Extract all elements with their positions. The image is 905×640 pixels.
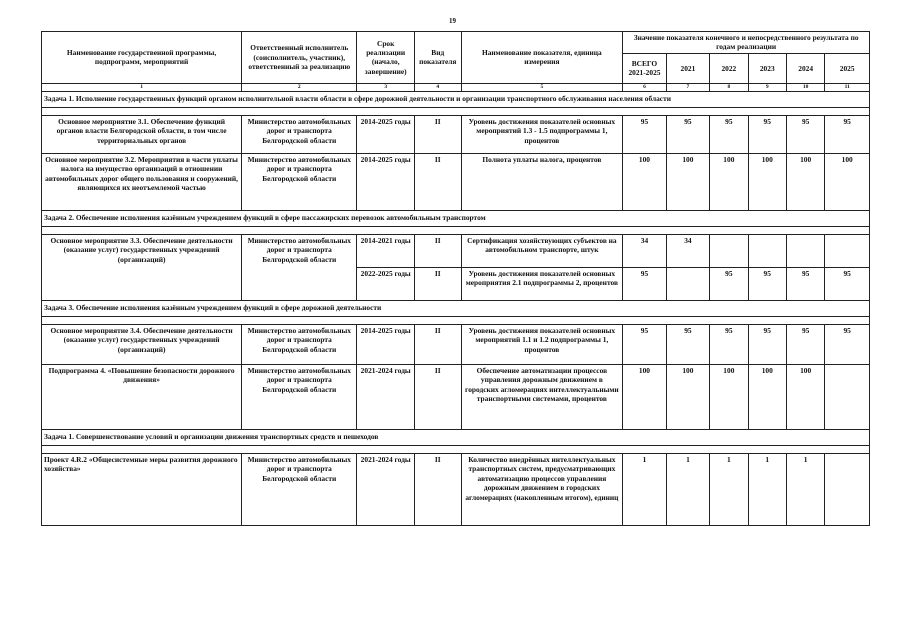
value-2024 [786, 234, 824, 267]
value-total: 34 [623, 234, 666, 267]
value-total: 100 [623, 364, 666, 429]
col-number: 4 [415, 83, 462, 91]
executor: Министерство автомобильных дорог и транспорта Белгородской области [242, 115, 357, 153]
measure-name: Основное мероприятие 3.3. Обеспечение деятельности (оказание услуг) государственных учреждений (организаций) [42, 234, 242, 300]
indicator-name: Количество внедрённых интеллектуальных транспортных систем, предусматривающих автоматизацию процессов управления дорожным движением в городских агломерациях (накопленным итогом), единиц [461, 453, 623, 525]
header-indicator-name: Наименование показателя, единица измерения [461, 32, 623, 84]
value-2023: 1 [748, 453, 786, 525]
table-row [42, 115, 870, 153]
section-title: Задача 3. Обеспечение исполнения казённым учреждением функций в сфере дорожной деятельности [42, 300, 870, 316]
value-2023: 95 [748, 115, 786, 153]
col-number: 5 [461, 83, 623, 91]
header-values-group: Значение показателя конечного и непосредственного результата по годам реализации [623, 32, 870, 54]
section-row [42, 91, 870, 107]
indicator-name: Сертификация хозяйствующих субъектов на автомобильном транспорте, штук [461, 234, 623, 267]
col-number: 9 [748, 83, 786, 91]
executor: Министерство автомобильных дорог и транспорта Белгородской области [242, 234, 357, 300]
col-number: 11 [825, 83, 870, 91]
value-2025: 95 [825, 267, 870, 300]
value-2022: 95 [710, 115, 748, 153]
indicator-kind: II [415, 267, 462, 300]
value-2025: 95 [825, 115, 870, 153]
section-row [42, 300, 870, 316]
value-total: 100 [623, 153, 666, 210]
value-2022: 95 [710, 267, 748, 300]
header-executor: Ответственный исполнитель (соисполнитель, участник), ответственный за реализацию [242, 32, 357, 84]
col-number: 8 [710, 83, 748, 91]
period: 2022-2025 годы [357, 267, 415, 300]
value-2024: 100 [786, 364, 824, 429]
value-2025 [825, 453, 870, 525]
value-2024: 1 [786, 453, 824, 525]
value-2024: 95 [786, 267, 824, 300]
section-title: Задача 2. Обеспечение исполнения казённым учреждением функций в сфере пассажирских перевозок автомобильным транспортом [42, 210, 870, 226]
section-title: Задача 1. Исполнение государственных функций органом исполнительной власти области в сфере дорожной деятельности и организации транспортного обслуживания населения области [42, 91, 870, 107]
header-year: 2023 [748, 53, 786, 83]
period: 2021-2024 годы [357, 453, 415, 525]
indicator-name: Полнота уплаты налога, процентов [461, 153, 623, 210]
value-2022: 1 [710, 453, 748, 525]
value-2022 [710, 234, 748, 267]
period: 2014-2021 годы [357, 234, 415, 267]
table-row [42, 453, 870, 525]
table-row [42, 234, 870, 267]
header-year: 2022 [710, 53, 748, 83]
value-total: 1 [623, 453, 666, 525]
col-number: 1 [42, 83, 242, 91]
measure-name: Подпрограмма 4. «Повышение безопасности дорожного движения» [42, 364, 242, 429]
value-2024: 100 [786, 153, 824, 210]
executor: Министерство автомобильных дорог и транспорта Белгородской области [242, 364, 357, 429]
table-row [42, 364, 870, 429]
value-2025 [825, 364, 870, 429]
measure-name: Основное мероприятие 3.2. Мероприятия в части уплаты налога на имущество организаций в отношении автомобильных дорог общего пользования и сооружений, являющихся их неотъемлемой частью [42, 153, 242, 210]
value-2022: 95 [710, 324, 748, 364]
indicator-name: Обеспечение автоматизации процессов управления дорожным движением в городских агломерациях интеллектуальными транспортными системами, процентов [461, 364, 623, 429]
header-year: 2025 [825, 53, 870, 83]
indicators-table [41, 31, 870, 526]
indicator-kind: II [415, 453, 462, 525]
period: 2014-2025 годы [357, 115, 415, 153]
period: 2014-2025 годы [357, 324, 415, 364]
header-year: 2021 [666, 53, 709, 83]
value-2021: 100 [666, 153, 709, 210]
measure-name: Основное мероприятие 3.4. Обеспечение деятельности (оказание услуг) государственных учреждений (организаций) [42, 324, 242, 364]
indicator-kind: II [415, 115, 462, 153]
indicator-name: Уровень достижения показателей основных мероприятий 1.1 и 1.2 подпрограммы 1, процентов [461, 324, 623, 364]
executor: Министерство автомобильных дорог и транспорта Белгородской области [242, 153, 357, 210]
value-2024: 95 [786, 324, 824, 364]
header-period: Срок реализации (начало, завершение) [357, 32, 415, 84]
value-2021 [666, 267, 709, 300]
value-2023: 95 [748, 267, 786, 300]
indicator-kind: II [415, 234, 462, 267]
indicator-kind: II [415, 153, 462, 210]
indicator-name: Уровень достижения показателей основных мероприятий 1.3 - 1.5 подпрограммы 1, процентов [461, 115, 623, 153]
header-indicator-kind: Вид показателя [415, 32, 462, 84]
value-2022: 100 [710, 364, 748, 429]
value-2025 [825, 234, 870, 267]
value-2021: 100 [666, 364, 709, 429]
value-2023: 100 [748, 364, 786, 429]
section-row [42, 210, 870, 226]
value-2021: 34 [666, 234, 709, 267]
value-2021: 95 [666, 115, 709, 153]
value-total: 95 [623, 115, 666, 153]
header-program-name: Наименование государственной программы, подпрограмм, мероприятий [42, 32, 242, 84]
value-2021: 95 [666, 324, 709, 364]
col-number: 10 [786, 83, 824, 91]
period: 2014-2025 годы [357, 153, 415, 210]
value-total: 95 [623, 324, 666, 364]
table-row [42, 324, 870, 364]
header-total: ВСЕГО 2021-2025 [623, 53, 666, 83]
executor: Министерство автомобильных дорог и транспорта Белгородской области [242, 324, 357, 364]
indicator-kind: II [415, 364, 462, 429]
executor: Министерство автомобильных дорог и транспорта Белгородской области [242, 453, 357, 525]
indicator-kind: II [415, 324, 462, 364]
col-number: 6 [623, 83, 666, 91]
col-number: 3 [357, 83, 415, 91]
value-2025: 95 [825, 324, 870, 364]
value-2022: 100 [710, 153, 748, 210]
section-title: Задача 1. Совершенствование условий и организации движения транспортных средств и пешеходов [42, 429, 870, 445]
table-row [42, 153, 870, 210]
value-total: 95 [623, 267, 666, 300]
indicator-name: Уровень достижения показателей основных мероприятия 2.1 подпрограммы 2, процентов [461, 267, 623, 300]
col-number: 2 [242, 83, 357, 91]
value-2025: 100 [825, 153, 870, 210]
header-year: 2024 [786, 53, 824, 83]
value-2021: 1 [666, 453, 709, 525]
col-number: 7 [666, 83, 709, 91]
section-row [42, 429, 870, 445]
column-number-row [42, 83, 870, 91]
period: 2021-2024 годы [357, 364, 415, 429]
value-2023 [748, 234, 786, 267]
value-2024: 95 [786, 115, 824, 153]
value-2023: 100 [748, 153, 786, 210]
value-2023: 95 [748, 324, 786, 364]
measure-name: Проект 4.R.2 «Общесистемные меры развития дорожного хозяйства» [42, 453, 242, 525]
measure-name: Основное мероприятие 3.1. Обеспечение функций органов власти Белгородской области, в том числе территориальных органов [42, 115, 242, 153]
page-number: 19 [449, 17, 456, 25]
